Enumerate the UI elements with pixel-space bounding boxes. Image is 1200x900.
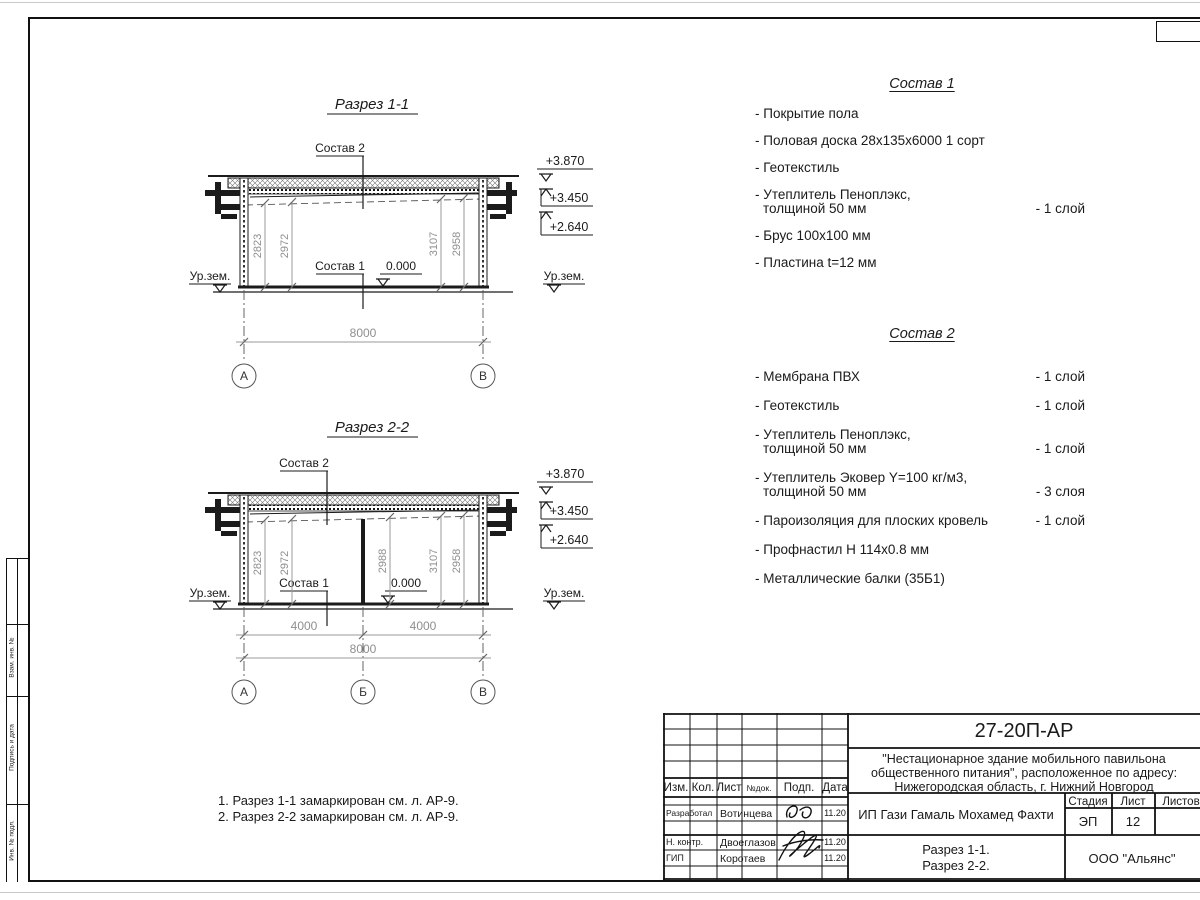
- project-desc-line1: "Нестационарное здание мобильного павильона: [882, 752, 1166, 766]
- stage-value: ЭП: [1078, 814, 1098, 829]
- list-item: - Покрытие пола: [755, 106, 859, 121]
- note-2: 2. Разрез 2-2 замаркирован см. л. АР-9.: [218, 809, 459, 824]
- frame-bottom-border: [28, 880, 1200, 882]
- sostav-2-list: [755, 326, 1089, 601]
- project-desc-line3: Нижегородская область, г. Нижний Новгород: [894, 780, 1154, 794]
- elevation-2640: +2.640: [549, 220, 589, 234]
- frame-top-border: [28, 17, 1200, 19]
- elevation-marks: [537, 467, 593, 548]
- list-item: - Пластина t=12 мм: [755, 255, 877, 270]
- col-list: Лист: [716, 782, 742, 794]
- roof-structure: [208, 493, 519, 522]
- dim-3107: 3107: [428, 548, 440, 574]
- section-title-group: [327, 96, 418, 114]
- list-item: - Металлические балки (35Б1): [755, 571, 945, 586]
- floor-leader-label: [315, 259, 365, 309]
- stage-label: Стадия: [1068, 796, 1108, 808]
- ground-label: Ур.зем.: [543, 586, 585, 600]
- page-bottom-edge: [0, 892, 1200, 893]
- row-name: Вотинцева: [720, 808, 773, 820]
- axis-v: В: [478, 685, 488, 699]
- list-item: - Пароизоляция для плоских кровель - 1 слой: [755, 513, 1085, 528]
- sostav-1-list: [755, 76, 1089, 283]
- col-data: Дата: [822, 782, 848, 794]
- client-name: ИП Гази Гамаль Мохамед Фахти: [858, 807, 1054, 822]
- zero-level-mark: [376, 259, 422, 286]
- span-dimensions: [236, 619, 491, 662]
- dim-4000-left: 4000: [290, 619, 318, 633]
- list-item: - Брус 100х100 мм: [755, 228, 871, 243]
- ground-label: Ур.зем.: [189, 586, 231, 600]
- elevation-3870: +3.870: [545, 467, 585, 481]
- strip-divider: [6, 696, 28, 697]
- section-title-group: [327, 419, 418, 437]
- doc-number: 27-20П-АР: [974, 720, 1074, 742]
- axis-b: Б: [359, 685, 367, 699]
- col-izm: Изм.: [663, 782, 689, 794]
- axis-a: А: [239, 685, 249, 699]
- sheets-label: Листов: [1162, 796, 1200, 808]
- roof-leader-label: [279, 456, 329, 525]
- dim-2823: 2823: [252, 233, 264, 259]
- axis-markers: [232, 680, 495, 704]
- sostav-1-title: Состав 1: [889, 76, 955, 92]
- floor-composition-label: Состав 1: [279, 576, 329, 590]
- dim-2972: 2972: [279, 550, 291, 576]
- frame-left-border: [28, 17, 30, 882]
- list-item: - Утеплитель Эковер Y=100 кг/м3, толщиной 50 мм - 3 слоя: [755, 470, 1085, 499]
- dim-4000-right: 4000: [409, 619, 437, 633]
- sheet-value: 12: [1125, 814, 1141, 829]
- middle-column: [361, 519, 365, 604]
- sostav-2-title: Состав 2: [889, 326, 955, 342]
- strip-inner-line: [17, 558, 18, 882]
- row-role: ГИП: [666, 853, 684, 863]
- strip-label-inv: Инв. № подл.: [8, 820, 16, 861]
- ground-level-mark-right: [543, 586, 585, 609]
- list-item: - Геотекстиль - 1 слой: [755, 398, 1085, 413]
- col-kol: Кол.: [691, 782, 715, 794]
- section-2-2-drawing: [180, 415, 600, 715]
- dim-2958: 2958: [451, 548, 463, 574]
- col-ndok: №док.: [746, 783, 772, 793]
- dim-2988: 2988: [377, 548, 389, 574]
- row-date: 11.20: [824, 808, 846, 818]
- zero-mark-label: 0.000: [385, 259, 417, 273]
- ground-level-mark-left: [189, 269, 231, 292]
- row-role: Разработал: [666, 808, 713, 818]
- ground-label: Ур.зем.: [543, 269, 585, 283]
- signature-votintseva: [787, 806, 812, 818]
- strip-label-vzam: Взам. инв. №: [8, 637, 16, 678]
- section-1-1-drawing: [180, 88, 600, 400]
- col-podp: Подп.: [783, 782, 815, 794]
- list-item: - Геотекстиль: [755, 160, 840, 175]
- list-item: - Утеплитель Пеноплэкс, толщиной 50 мм - 1 слой: [755, 427, 1085, 456]
- list-item: - Половая доска 28х135х6000 1 сорт: [755, 133, 985, 148]
- company-name: ООО "Альянс": [1088, 851, 1176, 866]
- dim-2972: 2972: [279, 233, 291, 259]
- elevation-marks: [537, 154, 593, 235]
- strip-outer-line: [6, 558, 7, 882]
- note-1: 1. Разрез 1-1 замаркирован см. л. АР-9.: [218, 793, 459, 808]
- list-item: - Утеплитель Пеноплэкс, толщиной 50 мм - 1 слой: [755, 187, 1085, 216]
- corner-stamp-box: [1156, 21, 1200, 42]
- section-title: Разрез 1-1: [334, 96, 410, 113]
- elevation-3450: +3.450: [549, 504, 589, 518]
- floor-composition-label: Состав 1: [315, 259, 365, 273]
- section-title: Разрез 2-2: [334, 419, 410, 436]
- elevation-3870: +3.870: [545, 154, 585, 168]
- dim-3107: 3107: [428, 231, 440, 257]
- title-block: [663, 713, 1200, 880]
- row-date: 11.20: [824, 837, 846, 847]
- list-item: - Профнастил Н 114х0.8 мм: [755, 542, 929, 557]
- row-name: Двоеглазов: [720, 837, 776, 849]
- sheet-title-line2: Разрез 2-2.: [922, 858, 990, 873]
- sheet-title-line1: Разрез 1-1.: [922, 842, 990, 857]
- row-name: Коротаев: [720, 853, 766, 865]
- project-desc-line2: общественного питания", расположенное по адресу:: [870, 766, 1178, 780]
- axis-markers: [232, 364, 495, 388]
- axis-b: В: [478, 369, 488, 383]
- sheet-label: Лист: [1120, 796, 1146, 808]
- row-date: 11.20: [824, 853, 846, 863]
- span-dimension: [236, 326, 491, 346]
- elevation-2640: +2.640: [549, 533, 589, 547]
- row-role: Н. контр.: [666, 837, 704, 847]
- strip-divider: [6, 558, 28, 559]
- roof-composition-label: Состав 2: [315, 141, 365, 155]
- zero-mark-label: 0.000: [390, 576, 422, 590]
- dim-2958: 2958: [451, 231, 463, 257]
- page-top-edge: [0, 2, 1200, 3]
- roof-composition-label: Состав 2: [279, 456, 329, 470]
- vertical-dimensions: [252, 511, 468, 608]
- axis-a: А: [239, 369, 249, 383]
- elevation-3450: +3.450: [549, 191, 589, 205]
- zero-level-mark: [381, 576, 427, 603]
- ground-level-mark-left: [189, 586, 231, 609]
- ground-level-mark-right: [543, 269, 585, 292]
- vertical-dimensions: [252, 194, 468, 291]
- dim-2823: 2823: [252, 550, 264, 576]
- notes: [218, 793, 459, 825]
- ground-label: Ур.зем.: [189, 269, 231, 283]
- strip-label-podpis: Подпись и дата: [8, 724, 16, 771]
- dim-8000: 8000: [349, 642, 377, 656]
- list-item: - Мембрана ПВХ - 1 слой: [755, 369, 1085, 384]
- dim-8000: 8000: [349, 326, 377, 340]
